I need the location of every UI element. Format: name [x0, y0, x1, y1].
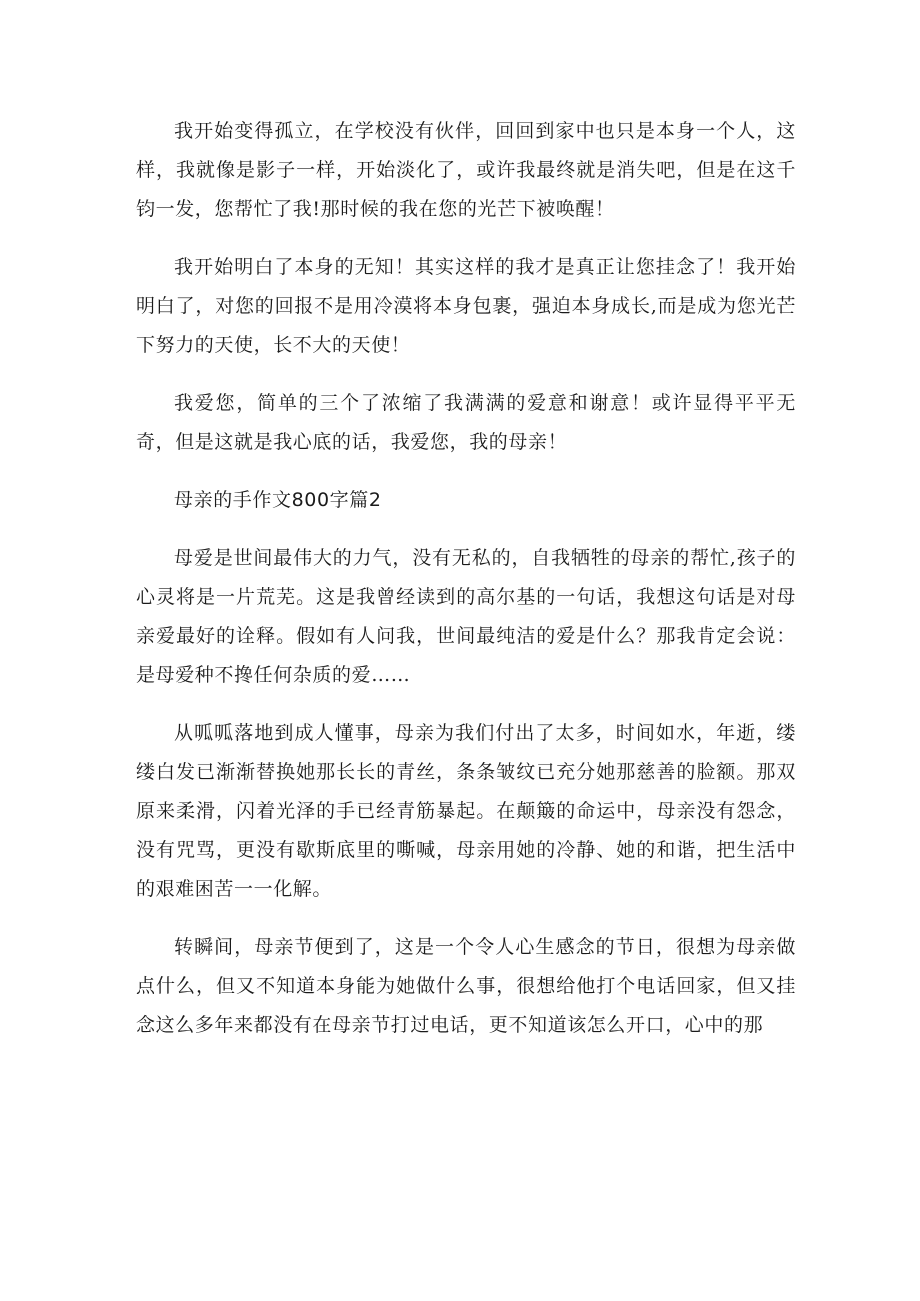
- document-body: [136, 112, 796, 1064]
- paragraph: 母爱是世间最伟大的力气，没有无私的，自我牺牲的母亲的帮忙,孩子的心灵将是一片荒芜。这是我曾经读到的高尔基的一句话，我想这句话是对母亲爱最好的诠释。假如有人问我，世间最纯洁的爱是什么？那我肯定会说：是母爱种不搀任何杂质的爱……: [136, 547, 796, 686]
- paragraph: 转瞬间，母亲节便到了，这是一个令人心生感念的节日，很想为母亲做点什么，但又不知道本身能为她做什么事，很想给他打个电话回家，但又挂念这么多年来都没有在母亲节打过电话，更不知道该怎么开口，心中的那: [136, 936, 796, 1036]
- paragraph: 我开始明白了本身的无知！其实这样的我才是真正让您挂念了！我开始明白了，对您的回报不是用冷漠将本身包裹，强迫本身成长,而是成为您光芒下努力的天使，长不大的天使！: [136, 256, 796, 356]
- paragraph: 从呱呱落地到成人懂事，母亲为我们付出了太多，时间如水，年逝，缕缕白发已渐渐替换她那长长的青丝，条条皱纹已充分她那慈善的脸额。那双原来柔滑，闪着光泽的手已经青筋暴起。在颠簸的命运中，母亲没有怨念，没有咒骂，更没有歇斯底里的嘶喊，母亲用她的冷静、她的和谐，把生活中的艰难困苦一一化解。: [136, 722, 796, 900]
- paragraph: 我开始变得孤立，在学校没有伙伴，回回到家中也只是本身一个人，这样，我就像是影子一样，开始淡化了，或许我最终就是消失吧，但是在这千钧一发，您帮忙了我!那时候的我在您的光芒下被唤醒！: [136, 120, 796, 220]
- paragraph: 我爱您，简单的三个了浓缩了我满满的爱意和谢意！或许显得平平无奇，但是这就是我心底的话，我爱您，我的母亲！: [136, 392, 796, 453]
- section-heading: 母亲的手作文800字篇2: [174, 489, 382, 511]
